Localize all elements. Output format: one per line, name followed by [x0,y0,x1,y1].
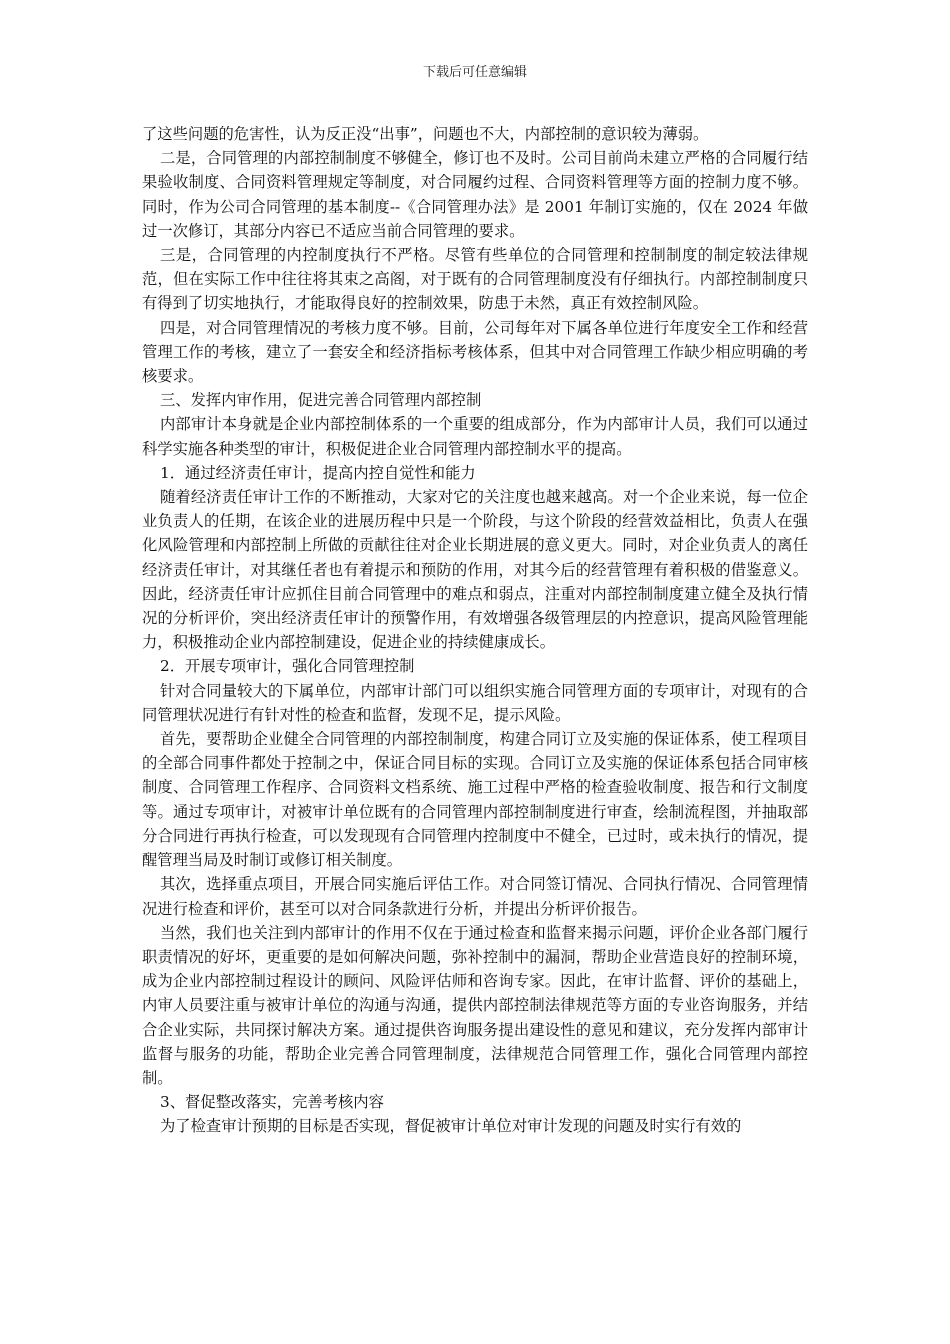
paragraph-point-three: 三是，合同管理的内控制度执行不严格。尽管有些单位的合同管理和控制制度的制定较法律规范，但在实际工作中往往将其束之高阁，对于既有的合同管理制度没有仔细执行。内部控制制度只有得到了切实地执行，才能取得良好的控制效果，防患于未然，真正有效控制风险。 [142,246,808,313]
paragraph-rectification: 为了检查审计预期的目标是否实现，督促被审计单位对审计发现的问题及时实行有效的 [160,1117,742,1136]
subheading-economic-audit: 1．通过经济责任审计，提高内控自觉性和能力 [160,463,476,482]
page-header: 下载后可任意编辑 [422,65,527,80]
paragraph-first: 首先，要帮助企业健全合同管理的内部控制制度，构建合同订立及实施的保证体系，使工程项目的全部合同事件都处于控制之中，保证合同目标的实现。合同订立及实施的保证体系包括合同审核制度、合同管理工作程序、合同资料文档系统、施工过程中严格的检查验收制度、报告和行文制度等。通过专项审计，对被审计单位既有的合同管理内部控制制度进行审查，绘制流程图，并抽取部分合同进行再执行检查，可以发现现有合同管理内控制度中不健全，已过时，或未执行的情况，提醒管理当局及时制订或修订相关制度。 [142,730,808,870]
paragraph-economic-audit: 随着经济责任审计工作的不断推动，大家对它的关注度也越来越高。对一个企业来说，每一位企业负责人的任期，在该企业的进展历程中只是一个阶段，与这个阶段的经营效益相比，负责人在强化风险管理和内部控制上所做的贡献往往对企业长期进展的意义更大。同时，对企业负责人的离任经济责任审计，对其继任者也有着提示和预防的作用，对其今后的经营管理有着积极的借鉴意义。因此，经济责任审计应抓住目前合同管理中的难点和弱点，注重对内部控制制度建立健全及执行情况的分析评价，突出经济责任审计的预警作用，有效增强各级管理层的内控意识，提高风险管理能力，积极推动企业内部控制建设，促进企业的持续健康成长。 [142,488,808,652]
paragraph-special-audit-intro: 针对合同量较大的下属单位，内部审计部门可以组织实施合同管理方面的专项审计，对现有的合同管理状况进行有针对性的检查和监督，发现不足，提示风险。 [142,681,808,724]
paragraph-point-four: 四是，对合同管理情况的考核力度不够。目前，公司每年对下属各单位进行年度安全工作和经营管理工作的考核，建立了一套安全和经济指标考核体系，但其中对合同管理工作缺少相应明确的考核要求。 [142,318,808,386]
paragraph-of-course: 当然，我们也关注到内部审计的作用不仅在于通过检查和监督来揭示问题，评价企业各部门履行职责情况的好坏，更重要的是如何解决问题，弥补控制中的漏洞，帮助企业营造良好的控制环境，成为企业内部控制过程设计的顾问、风险评估师和咨询专家。因此，在审计监督、评价的基础上，内审人员要注重与被审计单位的沟通与沟通，提供内部控制法律规范等方面的专业咨询服务，并结合企业实际，共同探讨解决方案。通过提供咨询服务提出建设性的意见和建议，充分发挥内部审计监督与服务的功能，帮助企业完善合同管理制度，法律规范合同管理工作，强化合同管理内部控制。 [142,923,808,1087]
subheading-rectification: 3、督促整改落实，完善考核内容 [160,1093,384,1112]
paragraph-second: 其次，选择重点项目，开展合同实施后评估工作。对合同签订情况、合同执行情况、合同管理情况进行检查和评价，甚至可以对合同条款进行分析，并提出分析评价报告。 [142,875,808,918]
document-body [142,122,808,1139]
paragraph-continuation: 了这些问题的危害性，认为反正没“出事”，问题也不大，内部控制的意识较为薄弱。 [142,125,709,143]
paragraph-internal-audit: 内部审计本身就是企业内部控制体系的一个重要的组成部分，作为内部审计人员，我们可以通过科学实施各种类型的审计，积极促进企业合同管理内部控制水平的提高。 [142,415,808,458]
subheading-special-audit: 2．开展专项审计，强化合同管理控制 [160,657,415,676]
paragraph-point-two: 二是，合同管理的内部控制制度不够健全，修订也不及时。公司目前尚未建立严格的合同履行结果验收制度、合同资料管理规定等制度，对合同履约过程、合同资料管理等方面的控制力度不够。同时，作为公司合同管理的基本制度--《合同管理办法》是 2001 年制订实施的，仅在 2024 年做过一次修订，其部分内容已不适应当前合同管理的要求。 [142,149,808,240]
section-heading-three: 三、发挥内审作用，促进完善合同管理内部控制 [160,391,482,410]
